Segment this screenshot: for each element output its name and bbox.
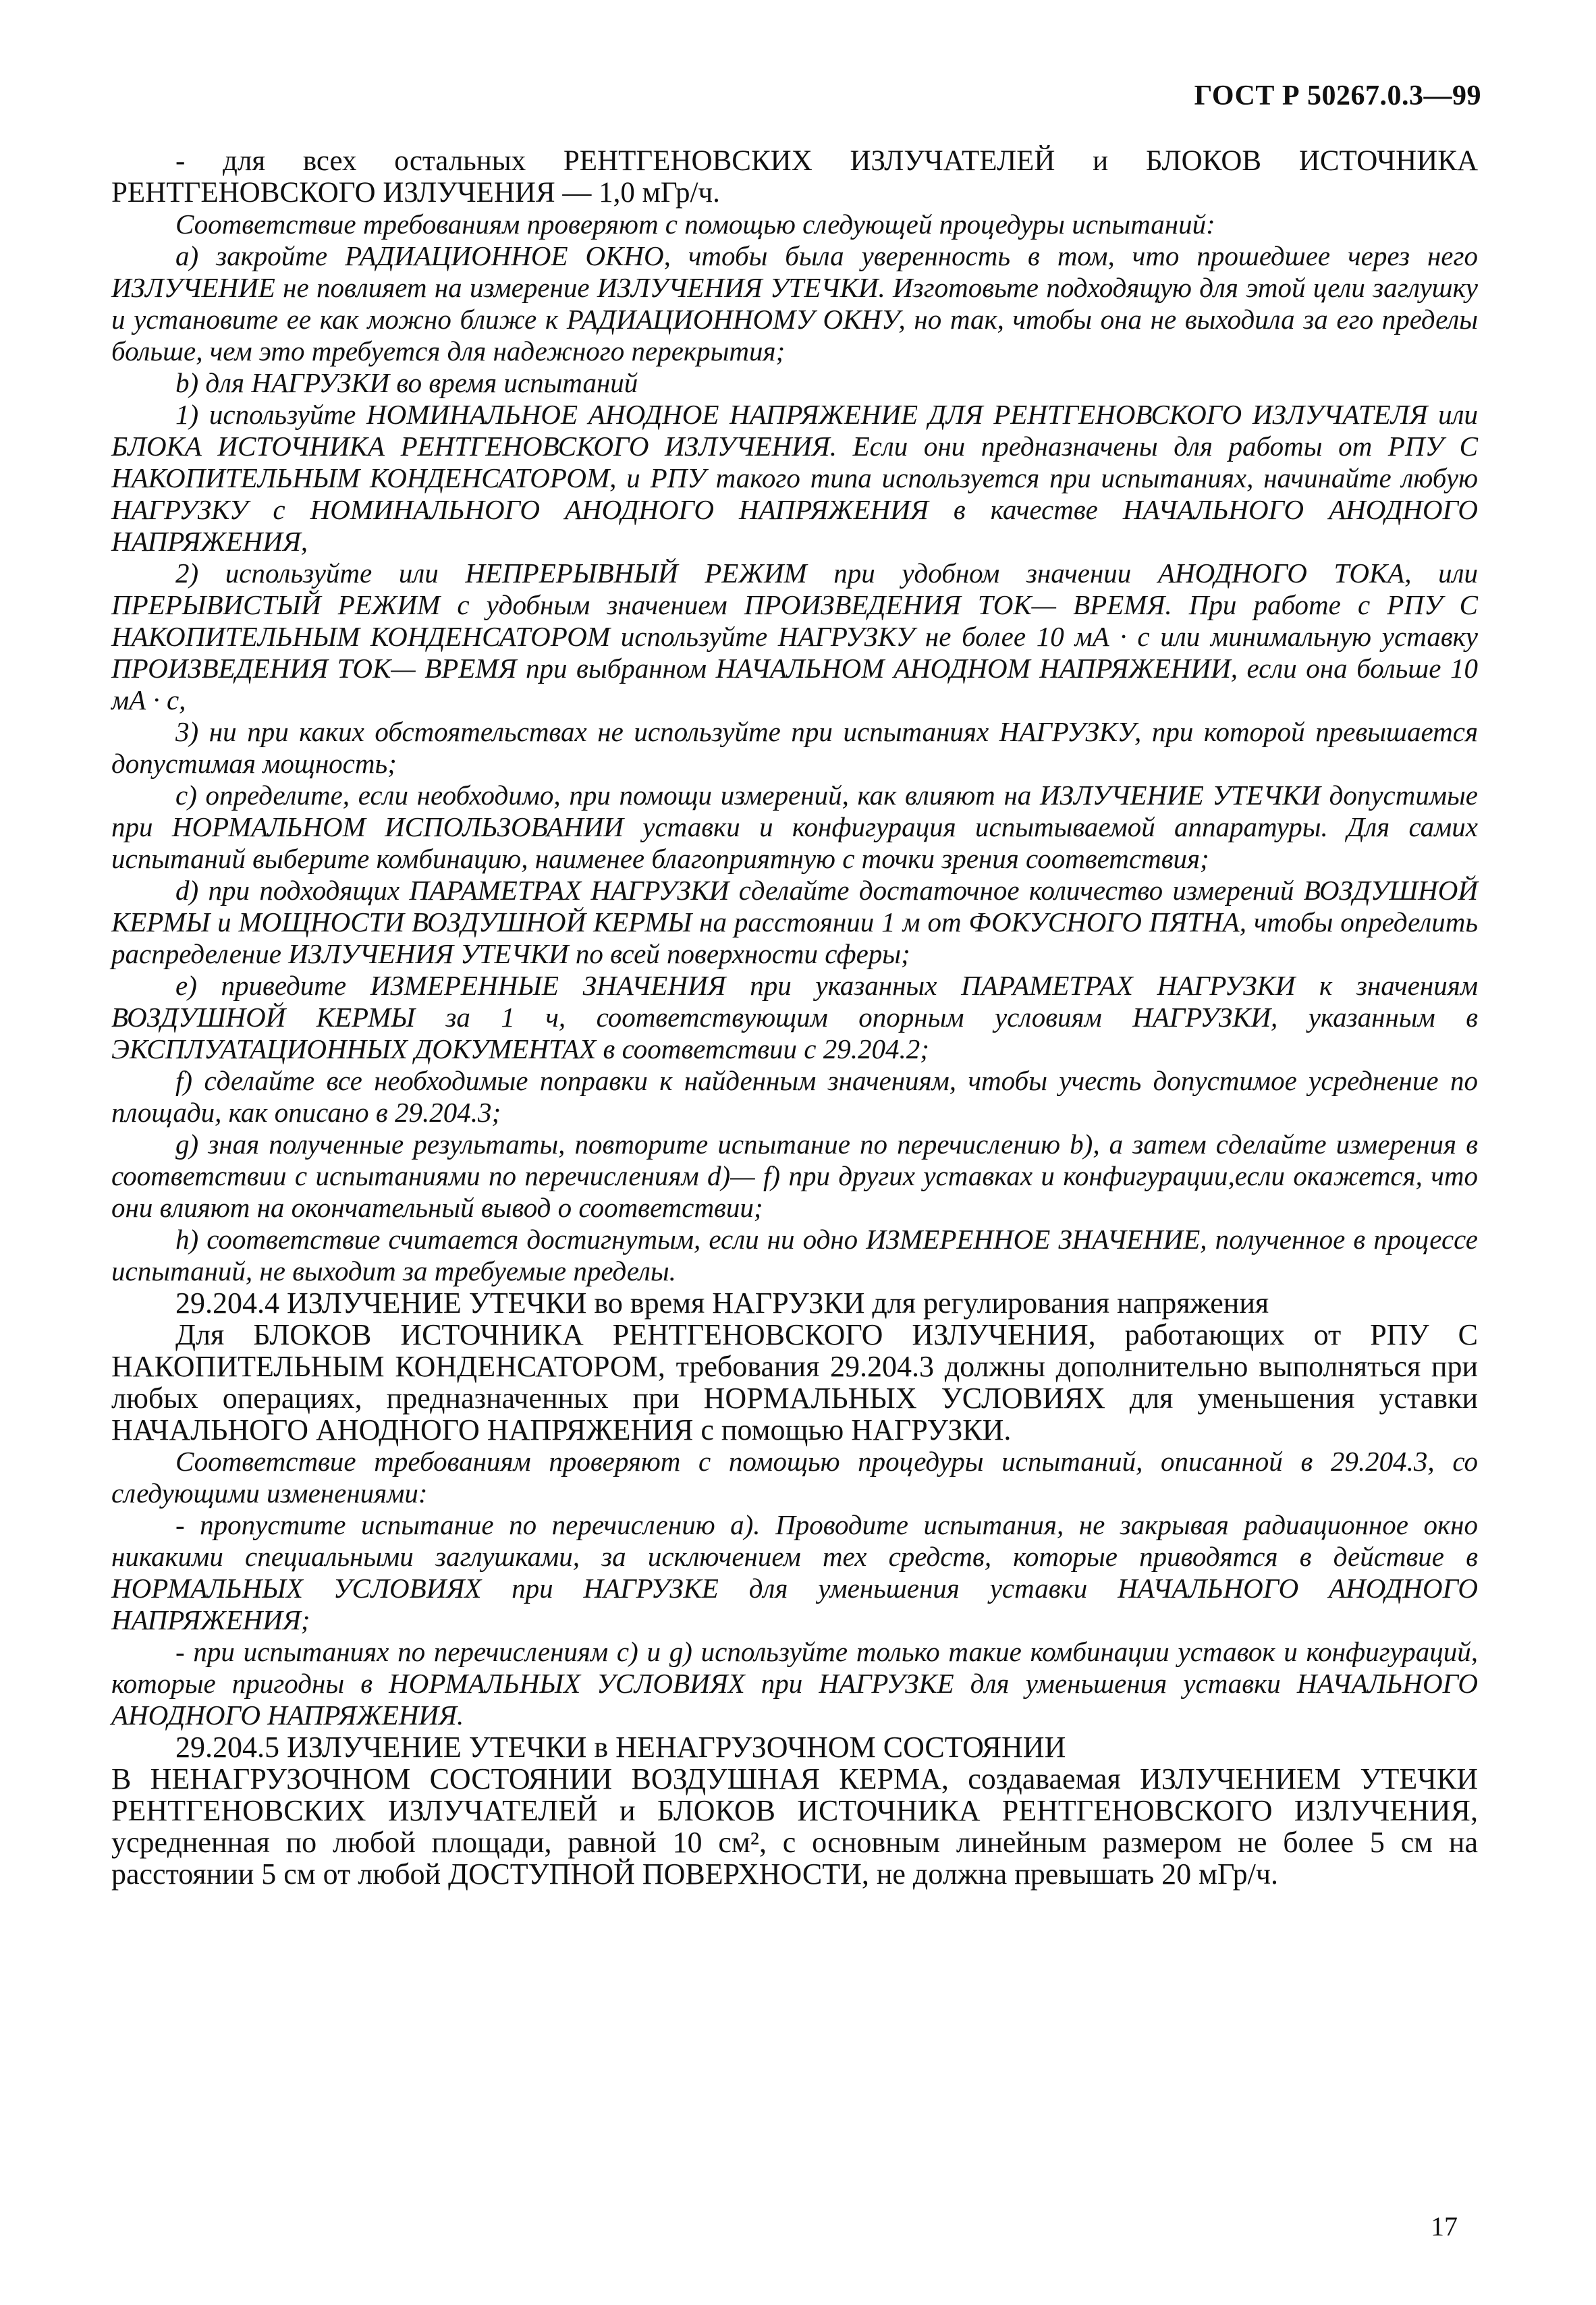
section-heading: 29.204.4 ИЗЛУЧЕНИЕ УТЕЧКИ во время НАГРУЗКИ для регулирования напряжения <box>175 1286 1269 1320</box>
paragraph: g) зная полученные результаты, повторите испытание по перечислению b), а затем сделайте измерения в соответствии с испытаниями по перечислениям d)— f) при других уставках и конфигурации,если окажется, что они влияют на окончательный вывод о соответствии; <box>111 1129 1478 1223</box>
page-number: 17 <box>1431 2211 1458 2242</box>
paragraph: d) при подходящих ПАРАМЕТРАХ НАГРУЗКИ сделайте достаточное количество измерений ВОЗДУШНОЙ КЕРМЫ и МОЩНОСТИ ВОЗДУШНОЙ КЕРМЫ на расстоянии 1 м от ФОКУСНОГО ПЯТНА, чтобы определить распределение ИЗЛУЧЕНИЯ УТЕЧКИ по всей поверхности сферы; <box>111 875 1478 969</box>
paragraph: Для БЛОКОВ ИСТОЧНИКА РЕНТГЕНОВСКОГО ИЗЛУЧЕНИЯ, работающих от РПУ С НАКОПИТЕЛЬНЫМ КОНДЕНСАТОРОМ, требования 29.204.3 должны дополнительно выполняться при любых операциях, предназначенных при НОРМАЛЬНЫХ УСЛОВИЯХ для уменьшения уставки НАЧАЛЬНОГО АНОДНОГО НАПРЯЖЕНИЯ с помощью НАГРУЗКИ. <box>111 1318 1478 1446</box>
paragraph: 2) используйте или НЕПРЕРЫВНЫЙ РЕЖИМ при удобном значении АНОДНОГО ТОКА, или ПРЕРЫВИСТЫЙ РЕЖИМ с удобным значением ПРОИЗВЕДЕНИЯ ТОК— ВРЕМЯ. При работе с РПУ С НАКОПИТЕЛЬНЫМ КОНДЕНСАТОРОМ используйте НАГРУЗКУ не более 10 мА · с или минимальную уставку ПРОИЗВЕДЕНИЯ ТОК— ВРЕМЯ при выбранном НАЧАЛЬНОМ АНОДНОМ НАПРЯЖЕНИИ, если она больше 10 мА · с, <box>111 558 1478 715</box>
paragraph: a) закройте РАДИАЦИОННОЕ ОКНО, чтобы была уверенность в том, что прошедшее через него ИЗЛУЧЕНИЕ не повлияет на измерение ИЗЛУЧЕНИЯ УТЕЧКИ. Изготовьте подходящую для этой цели заглушку и установите ее как можно ближе к РАДИАЦИОННОМУ ОКНУ, но так, чтобы она не выходила за его пределы больше, чем это требуется для надежного перекрытия; <box>111 240 1478 367</box>
paragraph: b) для НАГРУЗКИ во время испытаний <box>175 367 638 398</box>
paragraph: Соответствие требованиям проверяют с помощью следующей процедуры испытаний: <box>175 209 1215 240</box>
document-header: ГОСТ Р 50267.0.3—99 <box>1194 80 1481 111</box>
paragraph: - при испытаниях по перечислениям c) и g) используйте только такие комбинации уставок и конфигураций, которые пригодны в НОРМАЛЬНЫХ УСЛОВИЯХ при НАГРУЗКЕ для уменьшения уставки НАЧАЛЬНОГО АНОДНОГО НАПРЯЖЕНИЯ. <box>111 1636 1478 1731</box>
paragraph: 3) ни при каких обстоятельствах не используйте при испытаниях НАГРУЗКУ, при которой превышается допустимая мощность; <box>111 716 1478 779</box>
paragraph: Соответствие требованиям проверяют с помощью процедуры испытаний, описанной в 29.204.3, со следующими изменениями: <box>111 1446 1478 1509</box>
paragraph: - пропустите испытание по перечислению a). Проводите испытания, не закрывая радиационное окно никакими специальными заглушками, за исключением тех средств, которые приводятся в действие в НОРМАЛЬНЫХ УСЛОВИЯХ при НАГРУЗКЕ для уменьшения уставки НАЧАЛЬНОГО АНОДНОГО НАПРЯЖЕНИЯ; <box>111 1509 1478 1635</box>
section-heading: 29.204.5 ИЗЛУЧЕНИЕ УТЕЧКИ в НЕНАГРУЗОЧНОМ СОСТОЯНИИ <box>175 1731 1066 1764</box>
paragraph: 1) используйте НОМИНАЛЬНОЕ АНОДНОЕ НАПРЯЖЕНИЕ ДЛЯ РЕНТГЕНОВСКОГО ИЗЛУЧАТЕЛЯ или БЛОКА ИСТОЧНИКА РЕНТГЕНОВСКОГО ИЗЛУЧЕНИЯ. Если они предназначены для работы от РПУ С НАКОПИТЕЛЬНЫМ КОНДЕНСАТОРОМ, и РПУ такого типа используется при испытаниях, начинайте любую НАГРУЗКУ с НОМИНАЛЬНОГО АНОДНОГО НАПРЯЖЕНИЯ в качестве НАЧАЛЬНОГО АНОДНОГО НАПРЯЖЕНИЯ, <box>111 399 1478 557</box>
paragraph: e) приведите ИЗМЕРЕННЫЕ ЗНАЧЕНИЯ при указанных ПАРАМЕТРАХ НАГРУЗКИ к значениям ВОЗДУШНОЙ КЕРМЫ за 1 ч, соответствующим опорным условиям НАГРУЗКИ, указанным в ЭКСПЛУАТАЦИОННЫХ ДОКУМЕНТАХ в соответствии с 29.204.2; <box>111 970 1478 1064</box>
document-body <box>111 145 1478 1890</box>
paragraph: c) определите, если необходимо, при помощи измерений, как влияют на ИЗЛУЧЕНИЕ УТЕЧКИ допустимые при НОРМАЛЬНОМ ИСПОЛЬЗОВАНИИ уставки и конфигурация испытываемой аппаратуры. Для самих испытаний выберите комбинацию, наименее благоприятную с точки зрения соответствия; <box>111 780 1478 874</box>
paragraph: - для всех остальных РЕНТГЕНОВСКИХ ИЗЛУЧАТЕЛЕЙ и БЛОКОВ ИСТОЧНИКА РЕНТГЕНОВСКОГО ИЗЛУЧЕНИЯ — 1,0 мГр/ч. <box>111 145 1478 209</box>
paragraph: В НЕНАГРУЗОЧНОМ СОСТОЯНИИ ВОЗДУШНАЯ КЕРМА, создаваемая ИЗЛУЧЕНИЕМ УТЕЧКИ РЕНТГЕНОВСКИХ ИЗЛУЧАТЕЛЕЙ и БЛОКОВ ИСТОЧНИКА РЕНТГЕНОВСКОГО ИЗЛУЧЕНИЯ, усредненная по любой площади, равной 10 см², с основным линейным размером не более 5 см на расстоянии 5 см от любой ДОСТУПНОЙ ПОВЕРХНОСТИ, не должна превышать 20 мГр/ч. <box>111 1762 1478 1891</box>
paragraph: f) сделайте все необходимые поправки к найденным значениям, чтобы учесть допустимое усреднение по площади, как описано в 29.204.3; <box>111 1065 1478 1128</box>
paragraph: h) соответствие считается достигнутым, если ни одно ИЗМЕРЕННОЕ ЗНАЧЕНИЕ, полученное в процессе испытаний, не выходит за требуемые пределы. <box>111 1224 1478 1286</box>
